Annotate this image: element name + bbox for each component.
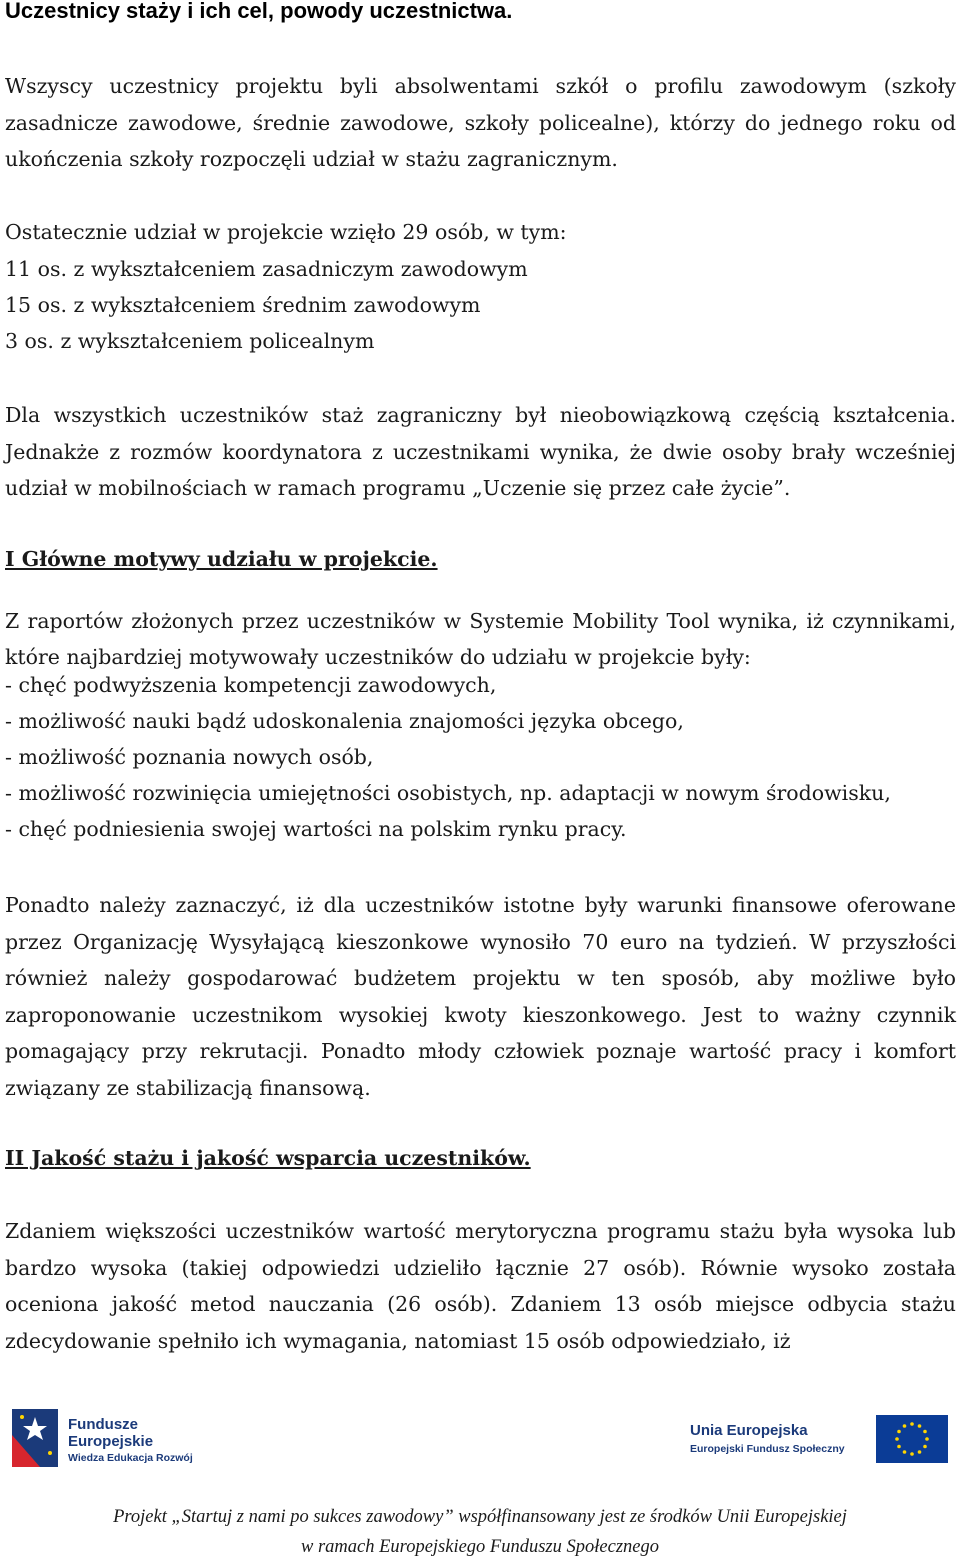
list-item: 11 os. z wykształceniem zasadniczym zawodowym (5, 257, 528, 281)
section-heading-motives: I Główne motywy udziału w projekcie. (5, 547, 438, 571)
page-footer (0, 1502, 960, 1562)
quality-paragraph: Zdaniem większości uczestników wartość merytoryczna programu stażu była wysoka lub bardzo wysoka (takiej odpowiedzi udzieliło łącznie 27 osób). Równie wysoko została oceniona jakość metod nauczania (26 osób). Zdaniem 13 osób miejsce odbycia stażu zdecydowanie spełniło ich wymagania, natomiast 15 osób odpowiedziało, iż (5, 1219, 956, 1353)
optional-internship-paragraph: Dla wszystkich uczestników staż zagraniczny był nieobowiązkową częścią kształcenia. Jednakże z rozmów koordynatora z uczestnikami wynika, że dwie osoby brały wcześniej udział w mobilnościach w ramach programu „Uczenie się przez całe życie”. (5, 403, 956, 500)
motives-list (5, 667, 891, 847)
document-title: Uczestnicy staży i ich cel, powody uczestnictwa. (5, 0, 513, 23)
list-item: - możliwość nauki bądź udoskonalenia znajomości języka obcego, (5, 709, 684, 733)
list-item: - możliwość poznania nowych osób, (5, 745, 374, 769)
finance-paragraph: Ponadto należy zaznaczyć, iż dla uczestników istotne były warunki finansowe oferowane przez Organizację Wysyłającą kieszonkowe wynosiło 70 euro na tydzień. W przyszłości również należy gospodarować budżetem projektu w ten sposób, aby możliwe było zaproponowanie uczestnikom wysokiej kwoty kieszonkowego. Jest to ważny czynnik pomagający przy rekrutacji. Ponadto młody człowiek poznaje wartość pracy i komfort związany ze stabilizacją finansową. (5, 893, 956, 1100)
list-item: 15 os. z wykształceniem średnim zawodowym (5, 293, 481, 317)
eu-logo-line2: Europejski Fundusz Społeczny (690, 1443, 845, 1455)
section-heading-quality: II Jakość stażu i jakość wsparcia uczestników. (5, 1146, 531, 1170)
logo-bar (0, 1400, 960, 1480)
fundusze-europejskie-logo (10, 1405, 250, 1471)
participants-summary: Ostatecznie udział w projekcie wzięło 29 osób, w tym: (5, 220, 567, 244)
list-item: - chęć podniesienia swojej wartości na polskim rynku pracy. (5, 817, 627, 841)
fundusze-logo-line1: Fundusze (68, 1416, 138, 1433)
footer-line1: Projekt „Startuj z nami po sukces zawodowy” współfinansowany jest ze środków Unii Europejskiej (113, 1507, 847, 1527)
participant-groups-list (5, 251, 528, 359)
footer-line2: w ramach Europejskiego Funduszu Społecznego (301, 1537, 659, 1557)
eu-logo-line1: Unia Europejska (690, 1422, 808, 1439)
list-item: - możliwość rozwinięcia umiejętności osobistych, np. adaptacji w nowym środowisku, (5, 781, 891, 805)
fundusze-logo-line2: Europejskie (68, 1433, 154, 1450)
fundusze-logo-line3: Wiedza Edukacja Rozwój (68, 1452, 193, 1464)
eu-flag-icon (876, 1415, 948, 1463)
intro-paragraph: Wszyscy uczestnicy projektu byli absolwentami szkół o profilu zawodowym (szkoły zasadnicze zawodowe, średnie zawodowe, szkoły policealne), którzy do jednego roku od ukończenia szkoły rozpoczęli udział w stażu zagranicznym. (5, 74, 956, 171)
logo-dot-icon (48, 1451, 52, 1455)
unia-europejska-logo (690, 1413, 950, 1465)
logo-dot-icon (20, 1415, 24, 1419)
list-item: - chęć podwyższenia kompetencji zawodowych, (5, 673, 497, 697)
list-item: 3 os. z wykształceniem policealnym (5, 329, 375, 353)
motives-intro: Z raportów złożonych przez uczestników w Systemie Mobility Tool wynika, iż czynnikami, które najbardziej motywowały uczestników do udziału w projekcie były: (5, 609, 956, 669)
